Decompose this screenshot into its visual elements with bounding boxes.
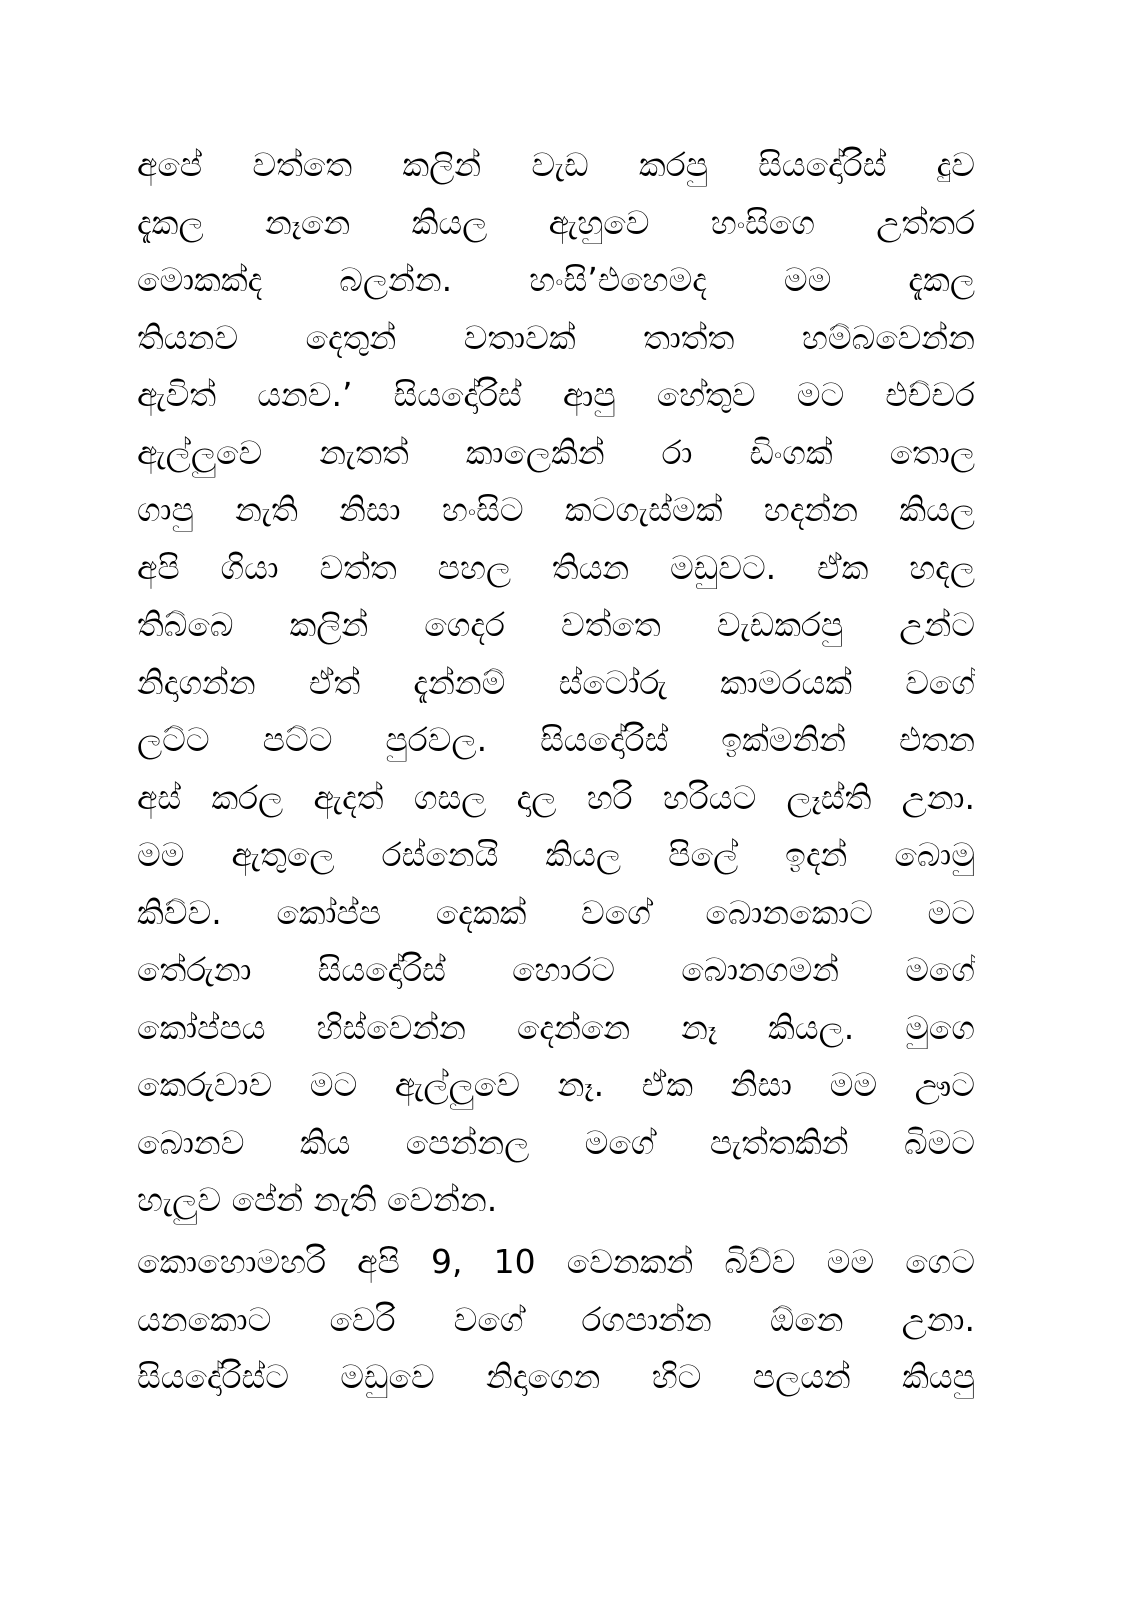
text-line: මම ඇතුලෙ රස්නෙයි කියල පිලේ ඉදන් බොමු xyxy=(137,835,975,874)
paragraph-1 xyxy=(137,136,975,1229)
text-line: ඇවිත් යනව.’ සියදෝරිස් ආපු හේතුව මට එච්චර xyxy=(137,375,975,414)
text-line: තිබ්බෙ කලින් ගෙදර වත්තෙ වැඩකරපු උන්ට xyxy=(137,605,975,644)
text-line: ඇල්ලුවෙ නැතත් කාලෙකින් රා ඩිංගක් තොල xyxy=(137,432,975,472)
text-line: සියදෝරිස්ට මඩුවෙ නිදාගෙන හිට පලයන් කියපු xyxy=(137,1357,975,1396)
paragraph-2 xyxy=(137,1233,975,1406)
text-line: බොනව කිය පෙන්නල මගේ පැත්තකින් බිමට xyxy=(137,1122,975,1162)
text-line: තේරුනා සියදෝරිස් හොරට බොනගමන් මගේ xyxy=(137,950,975,989)
text-line: ලට්ට පට්ට පුරවල. සියදෝරිස් ඉක්මනින් එතන xyxy=(137,720,975,759)
text-line: කොහොමහරි අපි 9, 10 වෙනකන් බිව්ව මම ගෙට xyxy=(137,1242,975,1281)
text-line: ගාපු නැති නිසා හංසිට කටගැස්මක් හදන්න කියල xyxy=(137,490,975,529)
text-line: අස් කරල ඇදත් ගසල දාල හරි හරියට ලෑස්ති උනා. xyxy=(137,777,975,817)
text-line: අපේ වත්තෙ කලින් වැඩ කරපු සියදෝරිස් දුව xyxy=(137,145,975,184)
text-line: හැලුව පේන් නැති වෙන්න. xyxy=(137,1180,498,1219)
text-line: කෝප්පය හිස්වෙන්න දෙන්නෙ නෑ කියල. මුගෙ xyxy=(137,1007,975,1047)
text-line: අපි ගියා වත්ත පහල තියන මඩුවට. ඒක හදල xyxy=(137,547,975,587)
text-line: කිව්ව. කෝප්ප දෙකක් වගේ බොනකොට මට xyxy=(137,892,975,932)
text-line: තියනව දෙතුන් වතාවක් තාත්ත හම්බවෙන්න xyxy=(137,317,975,357)
text-line: නිදාගන්න ඒත් දැන්නම් ස්ටෝරු කාමරයක් වගේ xyxy=(137,662,975,702)
text-line: දැකල නෑනෙ කියල ඇහුවෙ හංසිගෙ උත්තර xyxy=(137,202,975,242)
text-line: කෙරුවාව මට ඇල්ලුවෙ නෑ. ඒක නිසා මම ඌට xyxy=(137,1065,975,1104)
text-line: යනකොට වෙරි වගේ රගපාන්න ඕනෙ උනා. xyxy=(137,1299,975,1339)
text-line: මොකක්ද බලන්න. හංසි’එහෙමද මම දැකල xyxy=(137,260,975,299)
